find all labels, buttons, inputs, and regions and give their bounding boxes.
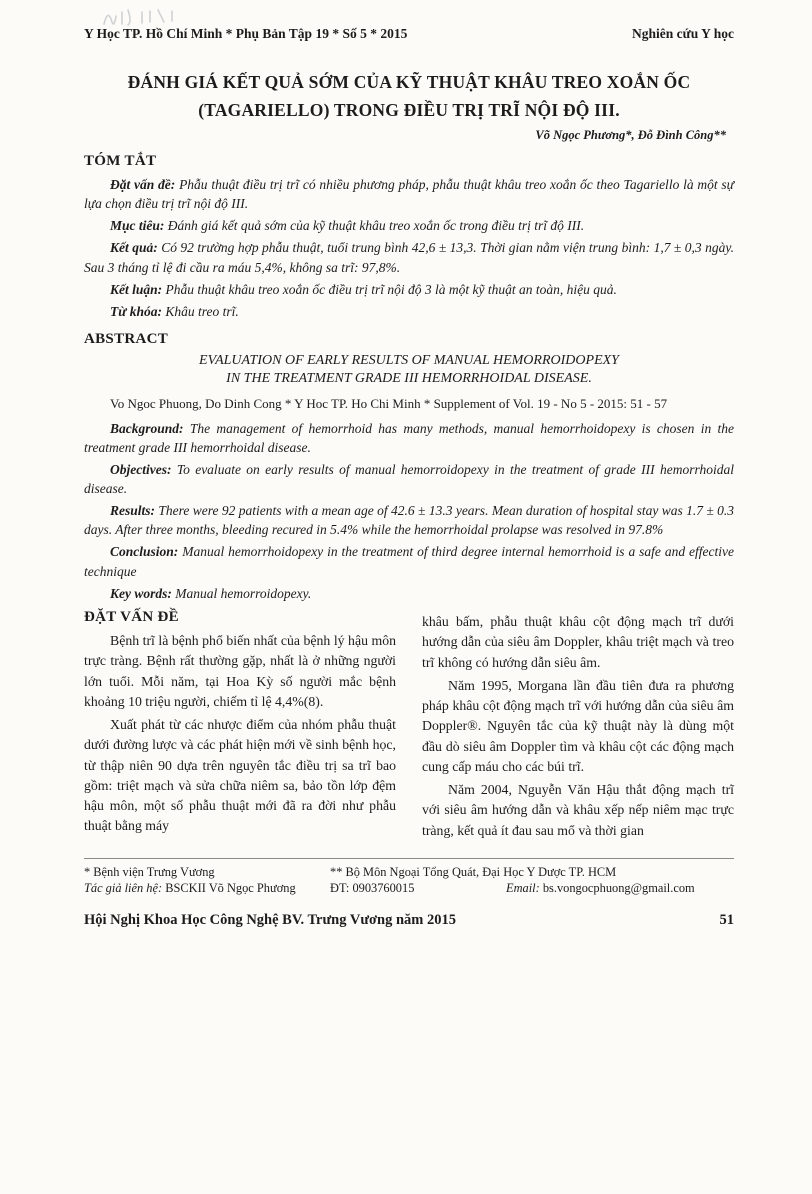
email-label: Email: <box>506 881 540 896</box>
abstract-paragraph <box>84 460 734 498</box>
abstract-paragraph <box>84 419 734 457</box>
abstract-citation: Vo Ngoc Phuong, Do Dinh Cong * Y Hoc TP. Ho Chi Minh * Supplement of Vol. 19 - No 5 - 2015: 51 - 57 <box>110 396 668 412</box>
contact-author <box>84 881 330 896</box>
contact-label: Tác giả liên hệ: <box>84 881 163 896</box>
summary-paragraph-lead: Từ khóa: <box>110 303 162 319</box>
abstract-title-line1: EVALUATION OF EARLY RESULTS OF MANUAL HEMORROIDOPEXY <box>199 353 619 369</box>
abstract-paragraph-text: There were 92 patients with a mean age of 42.6 ± 13.3 years. Mean duration of hospital stay was 1.7 ± 0.3 days. After three months, bleeding recured in 5.4% while the hemorrhoidal prolapse was resolved in 97.8% <box>84 503 735 538</box>
conference-name: Hội Nghị Khoa Học Công Nghệ BV. Trưng Vương năm 2015 <box>84 912 457 929</box>
affiliation-1: * Bệnh viện Trưng Vương <box>84 865 215 880</box>
abstract-paragraph-text: The management of hemorrhoid has many methods, manual hemorrhoidopexy is chosen in the treatment grade III hemorrhoidal disease. <box>84 420 735 455</box>
page-footer <box>84 912 734 929</box>
summary-paragraph <box>84 280 734 299</box>
abstract-paragraph-text: Manual hemorrhoidopexy in the treatment of third degree internal hemorrhoid is a safe and effective technique <box>84 544 734 579</box>
abstract-paragraph <box>84 584 734 603</box>
summary-paragraph <box>84 216 734 235</box>
summary-paragraph <box>84 302 734 321</box>
summary-paragraph-text: Phẫu thuật điều trị trĩ có nhiều phương pháp, phẫu thuật khâu treo xoắn ốc theo Tagariello là một sự lựa chọn điều trị trĩ nội độ III. <box>84 177 734 212</box>
summary-paragraph-lead: Đặt vấn đề: <box>110 177 176 192</box>
summary-heading: TÓM TẮT <box>84 153 157 169</box>
right-column <box>422 609 734 844</box>
introduction-paragraph: khâu bấm, phẫu thuật khâu cột động mạch trĩ dưới hướng dẫn của siêu âm Doppler, khâu triệt mạch và treo trĩ không có hướng dẫn siêu âm. <box>422 613 734 670</box>
contact-email <box>506 881 695 896</box>
abstract-paragraph-text: To evaluate on early results of manual hemorroidopexy in the treatment of grade III hemorrhoidal disease. <box>84 461 734 497</box>
section-header-text: Nghiên cứu Y học <box>632 26 734 41</box>
footnote-affiliations <box>84 865 734 880</box>
summary-paragraph-text: Đánh giá kết quả sớm của kỹ thuật khâu treo xoắn ốc trong điều trị trĩ độ III. <box>167 218 585 234</box>
summary-paragraph <box>84 175 734 213</box>
footnote-contact <box>84 881 734 896</box>
abstract-heading: ABSTRACT <box>84 331 169 348</box>
abstract-paragraph-text: Manual hemorroidopexy. <box>175 585 312 601</box>
summary-paragraph-lead: Kết luận: <box>110 281 163 297</box>
abstract-paragraph <box>84 542 734 580</box>
contact-phone: ĐT: 0903760015 <box>330 881 415 896</box>
email-address: bs.vongocphuong@gmail.com <box>542 881 695 896</box>
summary-paragraph-text: Có 92 trường hợp phẫu thuật, tuổi trung bình 42,6 ± 13,3. Thời gian nằm viện trung bình: 1,7 ± 0,3 ngày. Sau 3 tháng tỉ lệ đi cầu ra máu 5,4%, không sa trĩ: 97,8%. <box>84 240 734 275</box>
abstract-title-line2: IN THE TREATMENT GRADE III HEMORRHOIDAL DISEASE. <box>226 371 592 387</box>
page-number: 51 <box>719 912 734 929</box>
abstract-paragraph-lead: Results: <box>110 503 156 519</box>
abstract-paragraph-lead: Key words: <box>110 585 172 601</box>
introduction-heading: ĐẶT VẤN ĐỀ <box>84 608 179 625</box>
article-title-line2: (TAGARIELLO) TRONG ĐIỀU TRỊ TRĨ NỘI ĐỘ III. <box>198 100 620 120</box>
summary-paragraph-lead: Kết quả: <box>110 240 158 256</box>
summary-paragraph-text: Phẫu thuật khâu treo xoắn ốc điều trị trĩ nội độ 3 là một kỹ thuật an toàn, hiệu quả. <box>165 281 617 297</box>
abstract-paragraph-lead: Objectives: <box>110 461 172 477</box>
introduction-paragraph: Xuất phát từ các nhược điểm của nhóm phẫu thuật dưới đường lược và các phát hiện mới về sinh bệnh học, từ thập niên 90 dựa trên nguyên tắc điều trị sa trĩ bao gồm: triệt mạch và sửa chữa niêm sa, bảo tồn lớp đệm hậu môn, một số phẫu thuật mới đã ra đời như phẫu thuật bằng máy <box>84 717 396 834</box>
article-title-line1: ĐÁNH GIÁ KẾT QUẢ SỚM CỦA KỸ THUẬT KHÂU TREO XOẮN ỐC <box>127 72 691 92</box>
affiliation-2: ** Bộ Môn Ngoại Tổng Quát, Đại Học Y Dược TP. HCM <box>330 865 617 880</box>
summary-paragraph-lead: Mục tiêu: <box>110 218 165 234</box>
summary-paragraph <box>84 238 734 276</box>
introduction-paragraph: Bệnh trĩ là bệnh phổ biến nhất của bệnh lý hậu môn trực tràng. Bệnh rất thường gặp, nhất là ở những người lớn tuổi. Mỗi năm, tại Hoa Kỳ số người mắc bệnh khoảng 10 triệu người, chiếm tỉ lệ 4,4%(8). <box>84 632 396 709</box>
handwriting-mark <box>98 4 228 32</box>
abstract-paragraph <box>84 501 734 539</box>
authors-line: Võ Ngọc Phương*, Đỗ Đình Công** <box>535 128 726 142</box>
article-title <box>84 68 734 124</box>
footnote-block <box>84 858 734 896</box>
abstract-paragraph-lead: Conclusion: <box>110 544 179 560</box>
introduction-paragraph: Năm 2004, Nguyễn Văn Hậu thắt động mạch trĩ với siêu âm hướng dẫn và khâu xếp nếp niêm mạc trực tràng, kết quả ít đau sau mổ và thời gian <box>422 782 734 838</box>
journal-header-text: Y Học TP. Hồ Chí Minh * Phụ Bản Tập 19 * Số 5 * 2015 <box>84 26 408 41</box>
introduction-paragraph: Năm 1995, Morgana lần đầu tiên đưa ra phương pháp khâu cột động mạch trĩ với hướng dẫn của siêu âm Doppler®. Nguyên tắc của kỹ thuật này là dùng một đầu dò siêu âm Doppler tìm và khâu cột các động mạch cung cấp máu cho các búi trĩ. <box>422 677 734 774</box>
abstract-paragraph-lead: Background: <box>110 420 184 436</box>
contact-name: BSCKII Võ Ngọc Phương <box>165 881 296 896</box>
introduction-columns <box>84 609 734 844</box>
left-column <box>84 609 396 844</box>
summary-paragraph-text: Khâu treo trĩ. <box>165 303 239 319</box>
